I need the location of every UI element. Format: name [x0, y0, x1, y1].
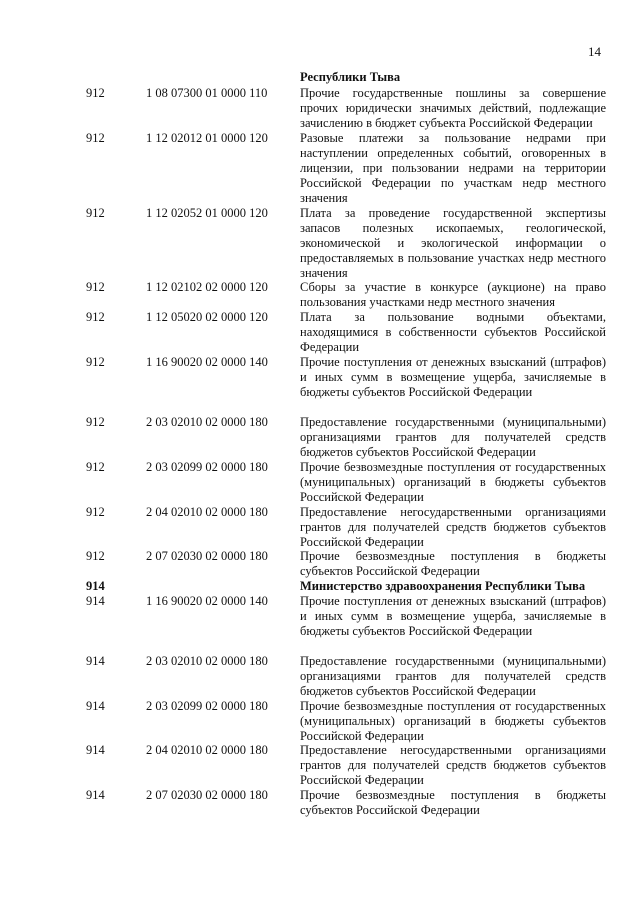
row-description: Плата за проведение государственной экспертизы запасов полезных ископаемых, геологической, экономической и экологической информации о предоставляемых в пользование участках недр местного значения [300, 206, 606, 280]
budget-classification-code: 2 03 02010 02 0000 180 [146, 654, 268, 668]
row-description: Прочие государственные пошлины за совершение прочих юридически значимых действий, подлежащие зачислению в бюджет субъекта Российской Федерации [300, 86, 606, 130]
admin-code: 914 [86, 579, 105, 593]
admin-code: 912 [86, 549, 105, 563]
budget-classification-code: 1 12 02012 01 0000 120 [146, 131, 268, 145]
admin-code: 912 [86, 415, 105, 429]
budget-classification-code: 2 03 02010 02 0000 180 [146, 415, 268, 429]
row-description: Прочие поступления от денежных взысканий (штрафов) и иных сумм в возмещение ущерба, зачисляемые в бюджеты субъектов Российской Федерации [300, 355, 606, 399]
budget-classification-code: 1 16 90020 02 0000 140 [146, 355, 268, 369]
admin-code: 914 [86, 654, 105, 668]
budget-classification-code: 1 12 05020 02 0000 120 [146, 310, 268, 324]
admin-code: 914 [86, 699, 105, 713]
budget-classification-code: 1 16 90020 02 0000 140 [146, 594, 268, 608]
admin-code: 912 [86, 310, 105, 324]
row-description: Прочие безвозмездные поступления в бюджеты субъектов Российской Федерации [300, 549, 606, 578]
budget-classification-code: 2 04 02010 02 0000 180 [146, 743, 268, 757]
budget-classification-code: 2 07 02030 02 0000 180 [146, 788, 268, 802]
admin-code: 912 [86, 206, 105, 220]
row-description: Плата за пользование водными объектами, находящимися в собственности субъектов Российской Федерации [300, 310, 606, 354]
row-description: Министерство здравоохранения Республики Тыва [300, 579, 586, 593]
admin-code: 914 [86, 788, 105, 802]
row-description: Предоставление государственными (муниципальными) организациями грантов для получателей средств бюджетов субъектов Российской Федерации [300, 654, 606, 698]
admin-code: 914 [86, 743, 105, 757]
admin-code: 912 [86, 460, 105, 474]
budget-classification-code: 2 07 02030 02 0000 180 [146, 549, 268, 563]
row-description: Прочие безвозмездные поступления от государственных (муниципальных) организаций в бюджеты субъектов Российской Федерации [300, 699, 606, 743]
row-description: Прочие поступления от денежных взысканий (штрафов) и иных сумм в возмещение ущерба, зачисляемые в бюджеты субъектов Российской Федерации [300, 594, 606, 638]
row-description: Прочие безвозмездные поступления от государственных (муниципальных) организаций в бюджеты субъектов Российской Федерации [300, 460, 606, 504]
row-description: Республики Тыва [300, 70, 401, 84]
budget-classification-code: 1 08 07300 01 0000 110 [146, 86, 268, 100]
budget-classification-code: 1 12 02052 01 0000 120 [146, 206, 268, 220]
admin-code: 914 [86, 594, 105, 608]
admin-code: 912 [86, 505, 105, 519]
budget-classification-code: 1 12 02102 02 0000 120 [146, 280, 268, 294]
row-description: Предоставление негосударственными организациями грантов для получателей средств бюджетов субъектов Российской Федерации [300, 505, 606, 549]
admin-code: 912 [86, 280, 105, 294]
budget-classification-code: 2 03 02099 02 0000 180 [146, 699, 268, 713]
row-description: Сборы за участие в конкурсе (аукционе) на право пользования участками недр местного значения [300, 280, 606, 309]
row-description: Прочие безвозмездные поступления в бюджеты субъектов Российской Федерации [300, 788, 606, 817]
row-description: Предоставление негосударственными организациями грантов для получателей средств бюджетов субъектов Российской Федерации [300, 743, 606, 787]
budget-classification-code: 2 04 02010 02 0000 180 [146, 505, 268, 519]
admin-code: 912 [86, 86, 105, 100]
admin-code: 912 [86, 131, 105, 145]
page-number: 14 [588, 44, 601, 59]
row-description: Разовые платежи за пользование недрами при наступлении определенных событий, оговоренных в лицензии, при пользовании недрами на территории Российской Федерации по участкам недр местного значения [300, 131, 606, 205]
budget-classification-code: 2 03 02099 02 0000 180 [146, 460, 268, 474]
admin-code: 912 [86, 355, 105, 369]
row-description: Предоставление государственными (муниципальными) организациями грантов для получателей средств бюджетов субъектов Российской Федерации [300, 415, 606, 459]
